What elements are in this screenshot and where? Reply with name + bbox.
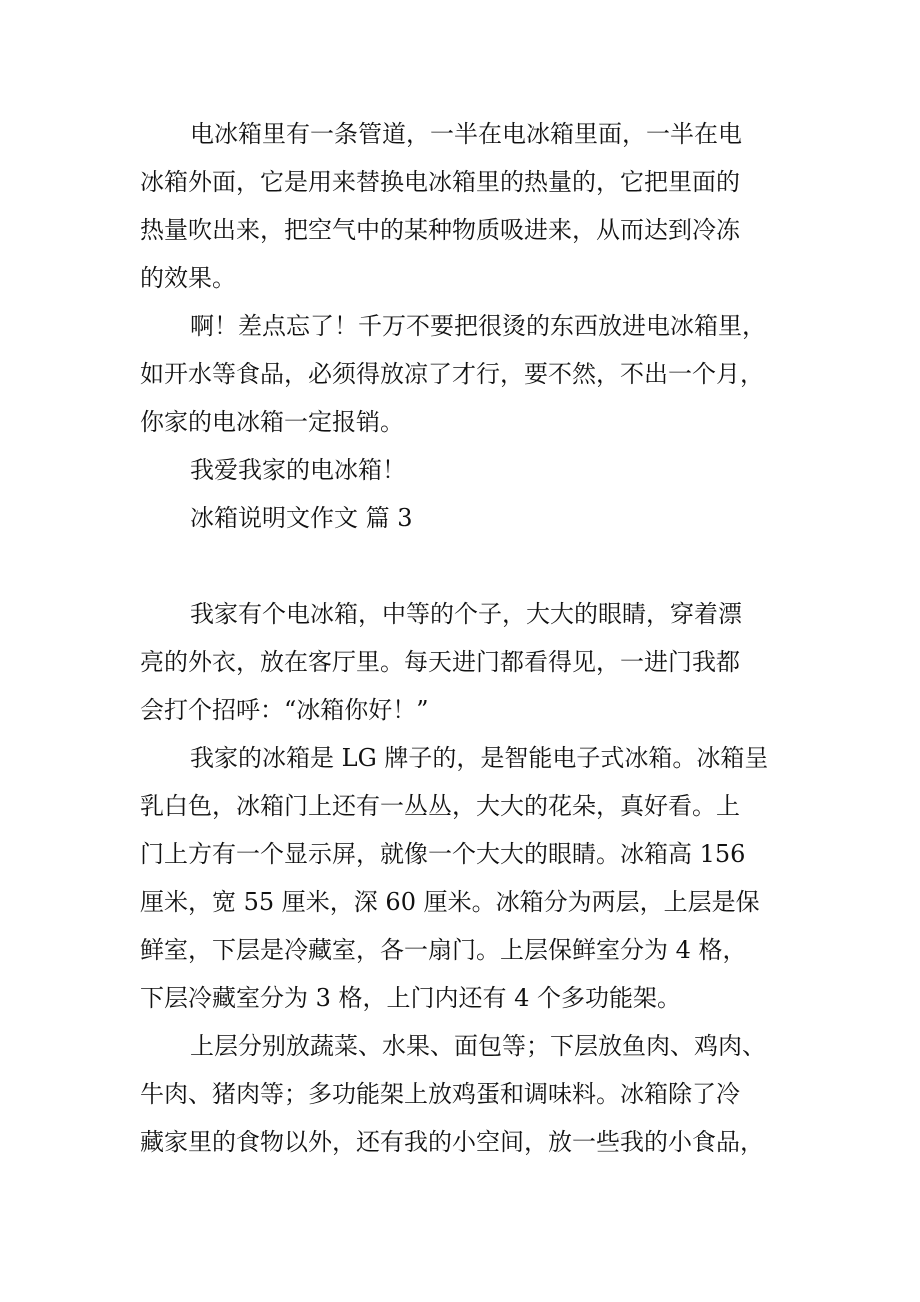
- text-line: 上层分别放蔬菜、水果、面包等；下层放鱼肉、鸡肉、: [190, 1032, 766, 1060]
- text-line: 我家的冰箱是 LG 牌子的，是智能电子式冰箱。冰箱呈: [190, 744, 769, 772]
- text-line: 藏家里的食物以外，还有我的小空间，放一些我的小食品，: [140, 1128, 764, 1156]
- text-line: 热量吹出来，把空气中的某种物质吸进来，从而达到冷冻: [140, 216, 740, 244]
- text-line: 的效果。: [140, 264, 236, 292]
- section-heading: 冰箱说明文作文 篇 3: [190, 504, 413, 532]
- text-line: 我爱我家的电冰箱！: [190, 456, 406, 484]
- text-line: 门上方有一个显示屏，就像一个大大的眼睛。冰箱高 156: [140, 840, 746, 868]
- text-line: 乳白色，冰箱门上还有一丛丛，大大的花朵，真好看。上: [140, 792, 740, 820]
- text-line: 厘米，宽 55 厘米，深 60 厘米。冰箱分为两层，上层是保: [140, 888, 760, 916]
- text-line: 冰箱外面，它是用来替换电冰箱里的热量的，它把里面的: [140, 168, 740, 196]
- text-line: 会打个招呼：“冰箱你好！”: [140, 696, 429, 724]
- text-line: 啊！差点忘了！千万不要把很烫的东西放进电冰箱里，: [190, 312, 766, 340]
- text-line: 我家有个电冰箱，中等的个子，大大的眼睛，穿着漂: [190, 600, 742, 628]
- text-line: 电冰箱里有一条管道，一半在电冰箱里面，一半在电: [190, 120, 742, 148]
- text-line: 牛肉、猪肉等；多功能架上放鸡蛋和调味料。冰箱除了冷: [140, 1080, 740, 1108]
- text-line: 下层冷藏室分为 3 格，上门内还有 4 个多功能架。: [140, 984, 682, 1012]
- text-line: 如开水等食品，必须得放凉了才行，要不然，不出一个月，: [140, 360, 764, 388]
- text-line: 亮的外衣，放在客厅里。每天进门都看得见，一进门我都: [140, 648, 740, 676]
- text-line: 你家的电冰箱一定报销。: [140, 408, 404, 436]
- text-line: 鲜室，下层是冷藏室，各一扇门。上层保鲜室分为 4 格，: [140, 936, 747, 964]
